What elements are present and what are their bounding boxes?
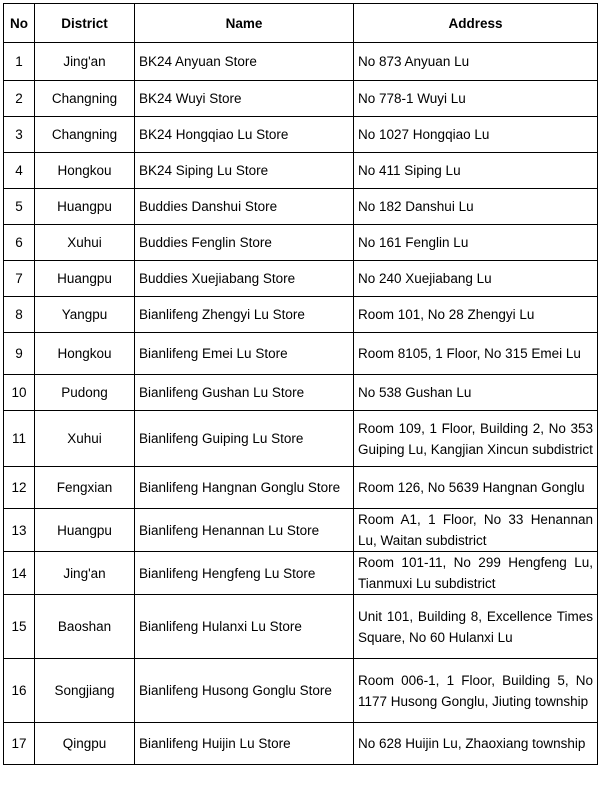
cell-no: 3 <box>4 117 35 153</box>
cell-district: Huangpu <box>35 261 135 297</box>
header-district: District <box>35 4 135 43</box>
cell-district: Baoshan <box>35 595 135 659</box>
cell-no: 9 <box>4 333 35 375</box>
table-header-row <box>4 4 598 43</box>
table-row <box>4 117 598 153</box>
cell-district: Xuhui <box>35 225 135 261</box>
cell-district: Fengxian <box>35 467 135 509</box>
cell-district: Pudong <box>35 375 135 411</box>
cell-address: Room 101-11, No 299 Hengfeng Lu, Tianmuxi Lu subdistrict <box>354 552 598 595</box>
cell-address: Room 006-1, 1 Floor, Building 5, No 1177 Husong Gonglu, Jiuting township <box>354 659 598 723</box>
cell-district: Songjiang <box>35 659 135 723</box>
table-row <box>4 43 598 81</box>
cell-address: No 182 Danshui Lu <box>354 189 598 225</box>
cell-name: Bianlifeng Guiping Lu Store <box>135 411 354 467</box>
store-table <box>3 3 598 765</box>
cell-name: Bianlifeng Hulanxi Lu Store <box>135 595 354 659</box>
cell-no: 10 <box>4 375 35 411</box>
cell-address: Room 109, 1 Floor, Building 2, No 353 Guiping Lu, Kangjian Xincun subdistrict <box>354 411 598 467</box>
cell-name: BK24 Siping Lu Store <box>135 153 354 189</box>
table-row <box>4 595 598 659</box>
cell-district: Changning <box>35 81 135 117</box>
cell-no: 15 <box>4 595 35 659</box>
cell-no: 6 <box>4 225 35 261</box>
cell-no: 7 <box>4 261 35 297</box>
cell-address: No 1027 Hongqiao Lu <box>354 117 598 153</box>
cell-district: Qingpu <box>35 723 135 765</box>
cell-no: 1 <box>4 43 35 81</box>
cell-no: 11 <box>4 411 35 467</box>
cell-address: Room A1, 1 Floor, No 33 Henannan Lu, Waitan subdistrict <box>354 509 598 552</box>
cell-name: Bianlifeng Emei Lu Store <box>135 333 354 375</box>
table-row <box>4 153 598 189</box>
cell-district: Xuhui <box>35 411 135 467</box>
cell-no: 12 <box>4 467 35 509</box>
table-row <box>4 297 598 333</box>
cell-district: Hongkou <box>35 153 135 189</box>
cell-name: Bianlifeng Hangnan Gonglu Store <box>135 467 354 509</box>
cell-name: Bianlifeng Hengfeng Lu Store <box>135 552 354 595</box>
cell-no: 14 <box>4 552 35 595</box>
header-name: Name <box>135 4 354 43</box>
cell-name: Buddies Fenglin Store <box>135 225 354 261</box>
table-row <box>4 723 598 765</box>
cell-address: No 628 Huijin Lu, Zhaoxiang township <box>354 723 598 765</box>
cell-district: Changning <box>35 117 135 153</box>
table-row <box>4 509 598 552</box>
cell-address: No 873 Anyuan Lu <box>354 43 598 81</box>
cell-address: No 778-1 Wuyi Lu <box>354 81 598 117</box>
cell-address: No 538 Gushan Lu <box>354 375 598 411</box>
table-row <box>4 467 598 509</box>
cell-district: Hongkou <box>35 333 135 375</box>
cell-address: Room 101, No 28 Zhengyi Lu <box>354 297 598 333</box>
cell-no: 13 <box>4 509 35 552</box>
header-no: No <box>4 4 35 43</box>
table-row <box>4 411 598 467</box>
table-row <box>4 659 598 723</box>
table-row <box>4 225 598 261</box>
cell-name: BK24 Hongqiao Lu Store <box>135 117 354 153</box>
cell-address: No 411 Siping Lu <box>354 153 598 189</box>
cell-no: 5 <box>4 189 35 225</box>
cell-name: Bianlifeng Henannan Lu Store <box>135 509 354 552</box>
cell-address: No 240 Xuejiabang Lu <box>354 261 598 297</box>
cell-address: No 161 Fenglin Lu <box>354 225 598 261</box>
cell-district: Yangpu <box>35 297 135 333</box>
cell-address: Room 126, No 5639 Hangnan Gonglu <box>354 467 598 509</box>
cell-district: Jing'an <box>35 43 135 81</box>
table-row <box>4 552 598 595</box>
cell-name: Bianlifeng Gushan Lu Store <box>135 375 354 411</box>
cell-district: Jing'an <box>35 552 135 595</box>
cell-no: 17 <box>4 723 35 765</box>
table-row <box>4 333 598 375</box>
cell-no: 8 <box>4 297 35 333</box>
cell-name: Bianlifeng Zhengyi Lu Store <box>135 297 354 333</box>
cell-name: Bianlifeng Husong Gonglu Store <box>135 659 354 723</box>
cell-no: 4 <box>4 153 35 189</box>
cell-address: Room 8105, 1 Floor, No 315 Emei Lu <box>354 333 598 375</box>
table-row <box>4 261 598 297</box>
cell-name: BK24 Anyuan Store <box>135 43 354 81</box>
cell-district: Huangpu <box>35 189 135 225</box>
cell-name: Buddies Danshui Store <box>135 189 354 225</box>
table-row <box>4 81 598 117</box>
cell-district: Huangpu <box>35 509 135 552</box>
cell-address: Unit 101, Building 8, Excellence Times Square, No 60 Hulanxi Lu <box>354 595 598 659</box>
cell-no: 16 <box>4 659 35 723</box>
table-row <box>4 375 598 411</box>
cell-name: BK24 Wuyi Store <box>135 81 354 117</box>
cell-name: Buddies Xuejiabang Store <box>135 261 354 297</box>
cell-name: Bianlifeng Huijin Lu Store <box>135 723 354 765</box>
header-address: Address <box>354 4 598 43</box>
table-row <box>4 189 598 225</box>
cell-no: 2 <box>4 81 35 117</box>
